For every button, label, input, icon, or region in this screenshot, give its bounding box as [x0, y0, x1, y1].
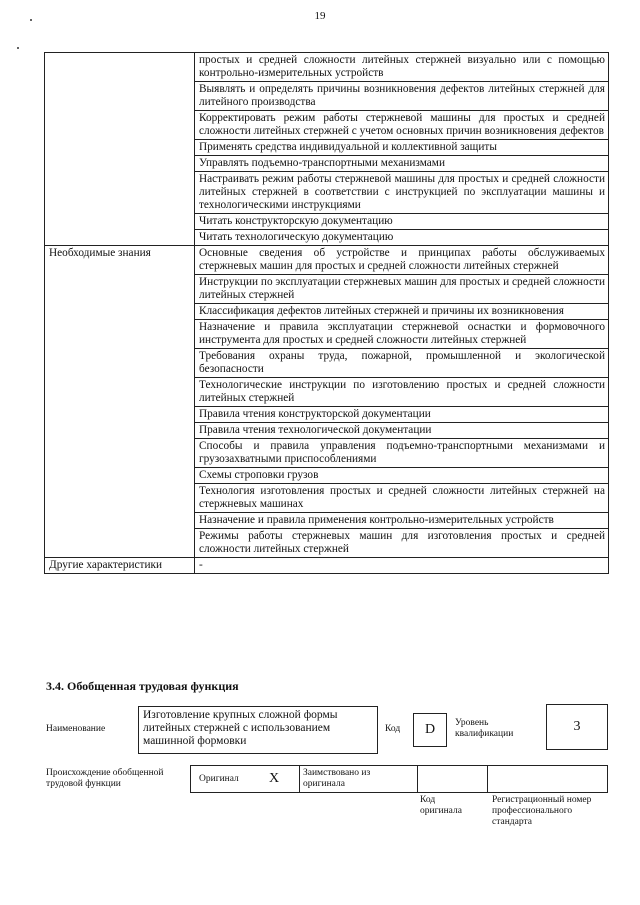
scan-speck — [30, 19, 32, 21]
page-number: 19 — [314, 10, 326, 22]
skill-item: Читать конструкторскую документацию — [195, 214, 609, 230]
origin-label: Происхождение обобщенной трудовой функции — [46, 768, 164, 789]
code-value-box: D — [413, 713, 447, 747]
code-original-cell — [417, 766, 488, 792]
skill-item: Корректировать режим работы стержневой машины для простых и средней сложности литейных стержней с учетом основных причин возникновения дефектов — [195, 111, 609, 140]
skills-label-cell — [45, 53, 195, 246]
skill-item: Применять средства индивидуальной и коллективной защиты — [195, 140, 609, 156]
skill-item: Читать технологическую документацию — [195, 230, 609, 246]
level-label: Уровень квалификации — [455, 718, 514, 739]
code-label: Код — [385, 724, 401, 734]
level-value-box: 3 — [546, 704, 608, 750]
skill-item: простых и средней сложности литейных стержней визуально или с помощью контрольно-измерительных устройств — [195, 53, 609, 82]
knowledge-item: Режимы работы стержневых машин для изготовления простых и средней сложности литейных стержней — [195, 529, 609, 558]
knowledge-item: Правила чтения конструкторской документации — [195, 407, 609, 423]
knowledge-item: Способы и правила управления подъемно-транспортными механизмами и грузозахватными приспособлениями — [195, 439, 609, 468]
skills-knowledge-table — [44, 52, 609, 574]
original-label: Оригинал — [199, 774, 239, 784]
knowledge-item: Требования охраны труда, пожарной, промышленной и экологической безопасности — [195, 349, 609, 378]
knowledge-item: Классификация дефектов литейных стержней и причины их возникновения — [195, 304, 609, 320]
knowledge-item: Основные сведения об устройстве и принципах работы обслуживаемых стержневых машин для простых и средней сложности литейных стержней — [195, 246, 609, 275]
knowledge-label-cell: Необходимые знания — [45, 246, 195, 558]
skill-item: Выявлять и определять причины возникновения дефектов литейных стержней для литейного производства — [195, 82, 609, 111]
skill-item: Управлять подъемно-транспортными механизмами — [195, 156, 609, 172]
borrowed-cell — [299, 766, 418, 792]
code-original-label: Код оригинала — [420, 795, 462, 816]
knowledge-item: Технологические инструкции по изготовлению простых и средней сложности литейных стержней — [195, 378, 609, 407]
original-cell — [191, 766, 300, 792]
knowledge-item: Назначение и правила эксплуатации стержневой оснастки и формовочного инструмента для простых и средней сложности литейных стержней — [195, 320, 609, 349]
skill-item: Настраивать режим работы стержневой машины для простых и средней сложности литейных стержней в соответствии с инструкцией по эксплуатации машины и технологическими инструкциями — [195, 172, 609, 214]
knowledge-item: Технология изготовления простых и средней сложности литейных стержней на стержневых машинах — [195, 484, 609, 513]
knowledge-item: Правила чтения технологической документации — [195, 423, 609, 439]
name-label: Наименование — [46, 724, 106, 734]
knowledge-item: Назначение и правила применения контрольно-измерительных устройств — [195, 513, 609, 529]
table-row — [45, 53, 609, 82]
reg-number-label: Регистрационный номер профессионального стандарта — [492, 795, 592, 827]
function-name-box: Изготовление крупных сложной формы литейных стержней с использованием машинной формовки — [138, 706, 378, 754]
original-mark: X — [269, 771, 280, 786]
knowledge-item: Схемы строповки грузов — [195, 468, 609, 484]
origin-row — [190, 765, 608, 793]
other-value: - — [195, 558, 609, 574]
borrowed-label: Заимствовано из оригинала — [303, 768, 371, 789]
other-label-cell: Другие характеристики — [45, 558, 195, 574]
section-heading: 3.4. Обобщенная трудовая функция — [46, 679, 239, 693]
table-row — [45, 558, 609, 574]
knowledge-item: Инструкции по эксплуатации стержневых машин для простых и средней сложности литейных стержней — [195, 275, 609, 304]
table-row — [45, 246, 609, 275]
scan-speck — [17, 47, 19, 49]
